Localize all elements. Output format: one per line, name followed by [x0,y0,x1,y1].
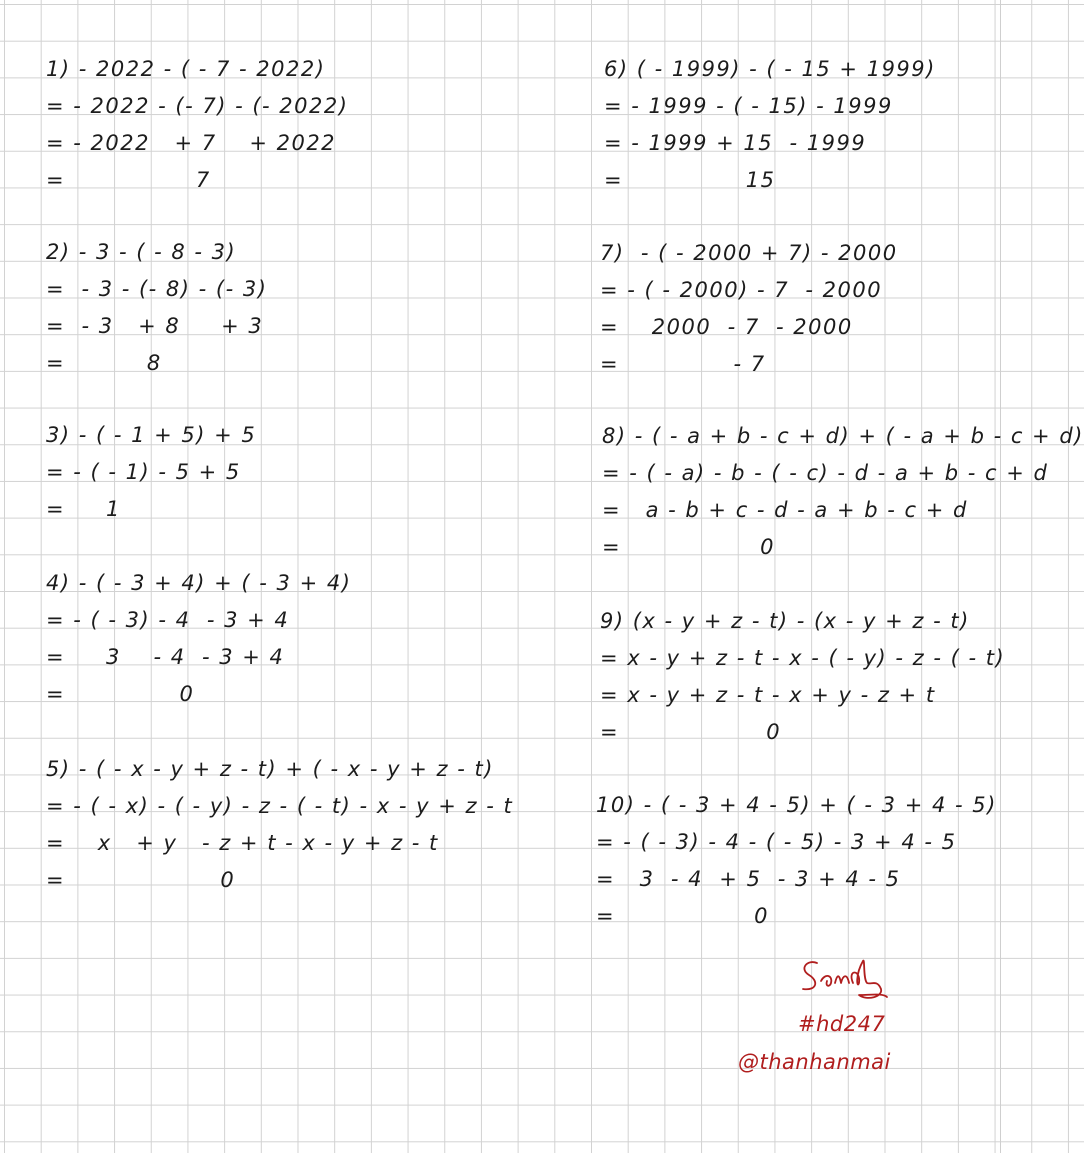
problem-line: = - ( - a) - b - ( - c) - d - a + b - c + d [602,461,1049,485]
problem-line: = x - y + z - t - x + y - z + t [600,683,936,707]
problem-line: = - 2022 + 7 + 2022 [46,131,337,155]
problem-line: = 3 - 4 + 5 - 3 + 4 - 5 [596,867,901,891]
problem-line: 10) - ( - 3 + 4 - 5) + ( - 3 + 4 - 5) [596,793,997,817]
problem-line: = - ( - 3) - 4 - 3 + 4 [46,608,290,632]
problem-line: = 7 [46,168,211,192]
signature-scribble [797,955,889,1007]
problem-line: = x - y + z - t - x - ( - y) - z - ( - t) [600,646,1006,670]
hashtag: #hd247 [798,1012,886,1036]
problem-line: = 1 [46,497,121,521]
problem-line: = - 2022 - (- 7) - (- 2022) [46,94,349,118]
problem-line: = - 1999 + 15 - 1999 [604,131,867,155]
problem-line: = 15 [604,168,776,192]
problem-line: = - ( - x) - ( - y) - z - ( - t) - x - y + z - t [46,794,514,818]
problem-line: 1) - 2022 - ( - 7 - 2022) [46,57,326,81]
problem-line: 3) - ( - 1 + 5) + 5 [46,423,257,447]
problem-line: = 0 [46,682,195,706]
problem-line: 4) - ( - 3 + 4) + ( - 3 + 4) [46,571,352,595]
problem-line: = 8 [46,351,162,375]
problem-line: 5) - ( - x - y + z - t) + ( - x - y + z - t) [46,757,494,781]
problem-line: = 0 [46,868,236,892]
problem-line: = 0 [596,904,769,928]
problem-line: = - ( - 3) - 4 - ( - 5) - 3 + 4 - 5 [596,830,957,854]
problem-line: = - 3 + 8 + 3 [46,314,264,338]
problem-line: = - ( - 1) - 5 + 5 [46,460,241,484]
signature [797,955,889,1007]
problem-line: = - 3 - (- 8) - (- 3) [46,277,268,301]
problem-line: = 0 [602,535,775,559]
problem-line: 7) - ( - 2000 + 7) - 2000 [600,241,898,265]
problem-line: 2) - 3 - ( - 8 - 3) [46,240,237,264]
problem-line: = - 7 [600,352,766,376]
problem-line: 9) (x - y + z - t) - (x - y + z - t) [600,609,970,633]
problem-line: 8) - ( - a + b - c + d) + ( - a + b - c + d) [602,424,1084,448]
author-handle: @thanhanmai [738,1050,891,1074]
problem-line: = 2000 - 7 - 2000 [600,315,853,339]
problem-line: = x + y - z + t - x - y + z - t [46,831,439,855]
problem-line: = a - b + c - d - a + b - c + d [602,498,968,522]
problem-line: = - ( - 2000) - 7 - 2000 [600,278,883,302]
problem-line: = 3 - 4 - 3 + 4 [46,645,285,669]
problem-line: 6) ( - 1999) - ( - 15 + 1999) [604,57,936,81]
problem-line: = 0 [600,720,782,744]
problem-line: = - 1999 - ( - 15) - 1999 [604,94,893,118]
